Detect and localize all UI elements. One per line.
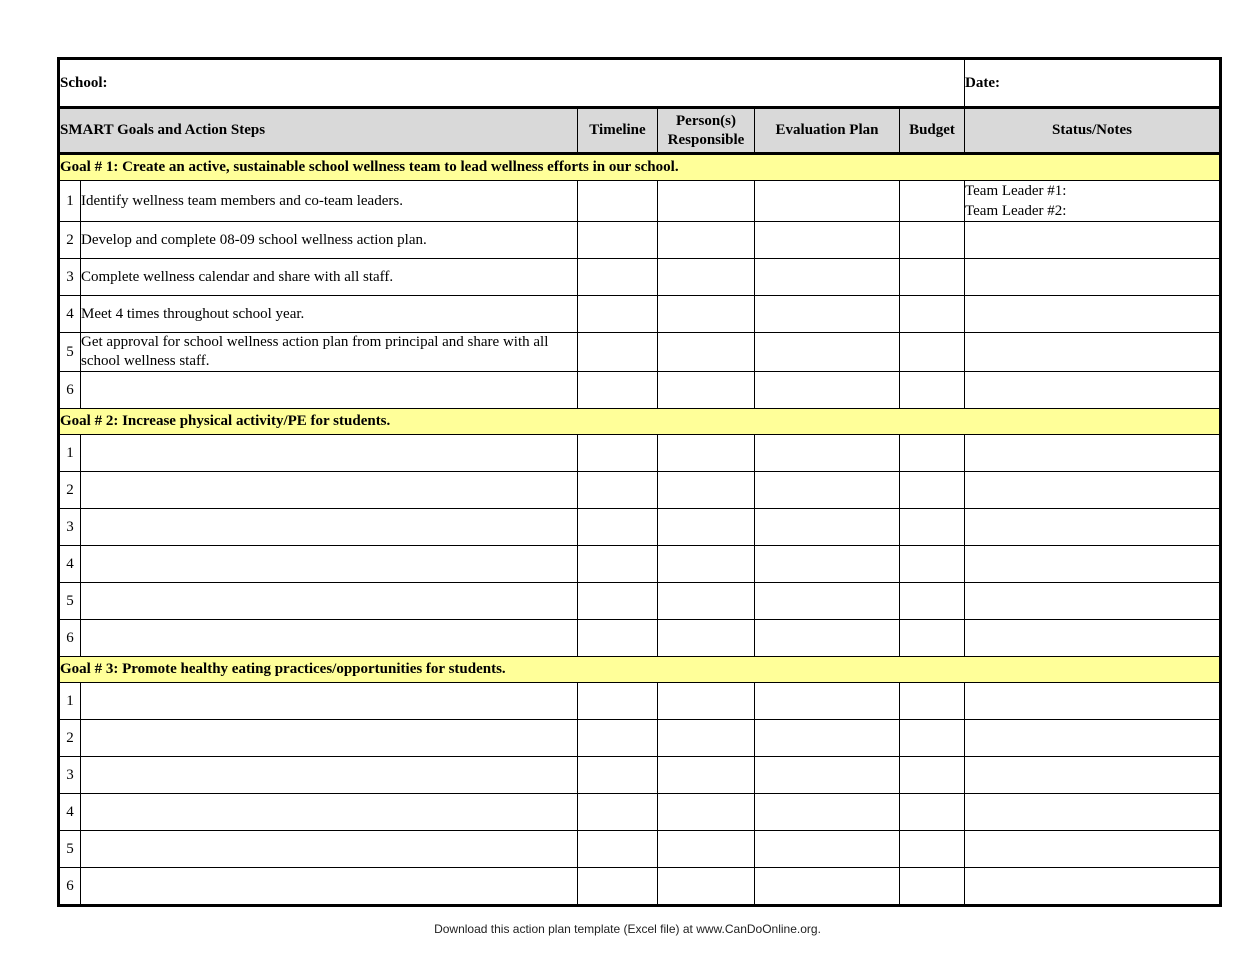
table-row (59, 333, 1221, 372)
evaluation-cell[interactable] (755, 831, 900, 868)
budget-cell[interactable] (900, 296, 965, 333)
step-number: 3 (59, 509, 81, 546)
evaluation-cell[interactable] (755, 296, 900, 333)
person-cell[interactable] (658, 372, 755, 409)
status-cell[interactable] (965, 181, 1221, 222)
goal-title: Goal # 2: Increase physical activity/PE for students. (59, 409, 1221, 435)
step-text[interactable]: Develop and complete 08-09 school wellness action plan. (81, 222, 578, 259)
timeline-cell[interactable] (578, 181, 658, 222)
timeline-cell[interactable] (578, 868, 658, 906)
step-text[interactable] (81, 831, 578, 868)
table-row (59, 222, 1221, 259)
table-row (59, 472, 1221, 509)
table-row (59, 683, 1221, 720)
status-line: Team Leader #1: (965, 183, 1067, 199)
goal-row (59, 657, 1221, 683)
status-cell[interactable] (965, 757, 1221, 794)
goal-row (59, 409, 1221, 435)
person-cell[interactable] (658, 296, 755, 333)
timeline-cell[interactable] (578, 620, 658, 657)
status-cell[interactable] (965, 546, 1221, 583)
status-cell[interactable] (965, 296, 1221, 333)
timeline-cell[interactable] (578, 683, 658, 720)
step-number: 3 (59, 757, 81, 794)
step-text[interactable] (81, 372, 578, 409)
step-number: 2 (59, 720, 81, 757)
step-text[interactable]: Identify wellness team members and co-team leaders. (81, 181, 578, 222)
action-plan-table (57, 57, 1222, 907)
step-number: 6 (59, 868, 81, 906)
status-cell[interactable] (965, 720, 1221, 757)
table-row (59, 757, 1221, 794)
table-row (59, 259, 1221, 296)
timeline-cell[interactable] (578, 222, 658, 259)
budget-cell[interactable] (900, 720, 965, 757)
step-number: 6 (59, 620, 81, 657)
step-number: 2 (59, 222, 81, 259)
budget-cell[interactable] (900, 546, 965, 583)
col-header-person-line2: Responsible (667, 131, 745, 148)
school-label: School: (60, 74, 108, 91)
col-header-evaluation: Evaluation Plan (755, 108, 900, 154)
evaluation-cell[interactable] (755, 546, 900, 583)
date-field[interactable] (965, 59, 1221, 108)
table-row (59, 794, 1221, 831)
person-cell[interactable] (658, 259, 755, 296)
timeline-cell[interactable] (578, 372, 658, 409)
step-text[interactable]: Meet 4 times throughout school year. (81, 296, 578, 333)
status-cell[interactable] (965, 620, 1221, 657)
goal-title: Goal # 1: Create an active, sustainable school wellness team to lead wellness efforts in our school. (59, 154, 1221, 181)
goal-title: Goal # 3: Promote healthy eating practices/opportunities for students. (59, 657, 1221, 683)
step-text[interactable] (81, 868, 578, 906)
timeline-cell[interactable] (578, 546, 658, 583)
timeline-cell[interactable] (578, 831, 658, 868)
status-cell[interactable] (965, 683, 1221, 720)
goal-row (59, 154, 1221, 181)
step-number: 4 (59, 296, 81, 333)
col-header-steps: SMART Goals and Action Steps (59, 108, 578, 154)
step-text[interactable] (81, 794, 578, 831)
evaluation-cell[interactable] (755, 868, 900, 906)
school-field[interactable] (59, 59, 965, 108)
budget-cell[interactable] (900, 372, 965, 409)
evaluation-cell[interactable] (755, 583, 900, 620)
table-row (59, 620, 1221, 657)
col-header-person-line1: Person(s) (676, 112, 736, 129)
budget-cell[interactable] (900, 435, 965, 472)
budget-cell[interactable] (900, 620, 965, 657)
col-header-status: Status/Notes (965, 108, 1221, 154)
evaluation-cell[interactable] (755, 181, 900, 222)
table-row (59, 583, 1221, 620)
budget-cell[interactable] (900, 868, 965, 906)
person-cell[interactable] (658, 757, 755, 794)
table-row (59, 720, 1221, 757)
evaluation-cell[interactable] (755, 259, 900, 296)
timeline-cell[interactable] (578, 333, 658, 372)
person-cell[interactable] (658, 435, 755, 472)
budget-cell[interactable] (900, 683, 965, 720)
person-cell[interactable] (658, 868, 755, 906)
step-number: 2 (59, 472, 81, 509)
person-cell[interactable] (658, 222, 755, 259)
person-cell[interactable] (658, 831, 755, 868)
table-row (59, 296, 1221, 333)
person-cell[interactable] (658, 720, 755, 757)
person-cell[interactable] (658, 509, 755, 546)
evaluation-cell[interactable] (755, 683, 900, 720)
step-text[interactable]: Get approval for school wellness action plan from principal and share with all school wellness staff. (81, 333, 578, 372)
table-row (59, 435, 1221, 472)
step-text[interactable] (81, 546, 578, 583)
timeline-cell[interactable] (578, 472, 658, 509)
person-cell[interactable] (658, 794, 755, 831)
table-row (59, 868, 1221, 906)
budget-cell[interactable] (900, 333, 965, 372)
step-number: 1 (59, 181, 81, 222)
evaluation-cell[interactable] (755, 435, 900, 472)
status-cell[interactable] (965, 372, 1221, 409)
status-cell[interactable] (965, 794, 1221, 831)
timeline-cell[interactable] (578, 296, 658, 333)
status-cell[interactable] (965, 831, 1221, 868)
status-cell[interactable] (965, 222, 1221, 259)
person-cell[interactable] (658, 546, 755, 583)
step-text[interactable] (81, 472, 578, 509)
person-cell[interactable] (658, 683, 755, 720)
person-cell[interactable] (658, 181, 755, 222)
table-row (59, 546, 1221, 583)
step-number: 3 (59, 259, 81, 296)
evaluation-cell[interactable] (755, 757, 900, 794)
timeline-cell[interactable] (578, 757, 658, 794)
column-header-row (59, 108, 1221, 154)
evaluation-cell[interactable] (755, 333, 900, 372)
budget-cell[interactable] (900, 583, 965, 620)
evaluation-cell[interactable] (755, 620, 900, 657)
budget-cell[interactable] (900, 472, 965, 509)
table-row (59, 831, 1221, 868)
step-number: 6 (59, 372, 81, 409)
table-row (59, 372, 1221, 409)
date-label: Date: (965, 74, 1000, 91)
budget-cell[interactable] (900, 259, 965, 296)
step-number: 1 (59, 435, 81, 472)
budget-cell[interactable] (900, 222, 965, 259)
person-cell[interactable] (658, 472, 755, 509)
budget-cell[interactable] (900, 509, 965, 546)
step-text[interactable]: Complete wellness calendar and share with all staff. (81, 259, 578, 296)
budget-cell[interactable] (900, 181, 965, 222)
budget-cell[interactable] (900, 757, 965, 794)
step-text[interactable] (81, 720, 578, 757)
col-header-person (658, 108, 755, 154)
step-number: 5 (59, 583, 81, 620)
step-text[interactable] (81, 509, 578, 546)
evaluation-cell[interactable] (755, 509, 900, 546)
school-date-row (59, 59, 1221, 108)
step-text[interactable] (81, 620, 578, 657)
evaluation-cell[interactable] (755, 720, 900, 757)
timeline-cell[interactable] (578, 794, 658, 831)
budget-cell[interactable] (900, 831, 965, 868)
timeline-cell[interactable] (578, 259, 658, 296)
step-number: 1 (59, 683, 81, 720)
col-header-budget: Budget (900, 108, 965, 154)
status-cell[interactable] (965, 435, 1221, 472)
person-cell[interactable] (658, 620, 755, 657)
evaluation-cell[interactable] (755, 472, 900, 509)
step-number: 5 (59, 831, 81, 868)
timeline-cell[interactable] (578, 435, 658, 472)
step-number: 4 (59, 546, 81, 583)
download-footer-text: Download this action plan template (Excel file) at www.CanDoOnline.org. (434, 922, 821, 936)
timeline-cell[interactable] (578, 509, 658, 546)
step-text[interactable] (81, 683, 578, 720)
table-row (59, 509, 1221, 546)
status-cell[interactable] (965, 259, 1221, 296)
status-cell[interactable] (965, 509, 1221, 546)
evaluation-cell[interactable] (755, 222, 900, 259)
status-cell[interactable] (965, 583, 1221, 620)
person-cell[interactable] (658, 583, 755, 620)
table-row (59, 181, 1221, 222)
status-cell[interactable] (965, 472, 1221, 509)
step-text[interactable] (81, 583, 578, 620)
step-text[interactable] (81, 757, 578, 794)
step-number: 5 (59, 333, 81, 372)
evaluation-cell[interactable] (755, 372, 900, 409)
timeline-cell[interactable] (578, 720, 658, 757)
person-cell[interactable] (658, 333, 755, 372)
timeline-cell[interactable] (578, 583, 658, 620)
evaluation-cell[interactable] (755, 794, 900, 831)
status-cell[interactable] (965, 868, 1221, 906)
budget-cell[interactable] (900, 794, 965, 831)
col-header-timeline: Timeline (578, 108, 658, 154)
step-text[interactable] (81, 435, 578, 472)
step-number: 4 (59, 794, 81, 831)
status-line: Team Leader #2: (965, 203, 1067, 219)
status-cell[interactable] (965, 333, 1221, 372)
